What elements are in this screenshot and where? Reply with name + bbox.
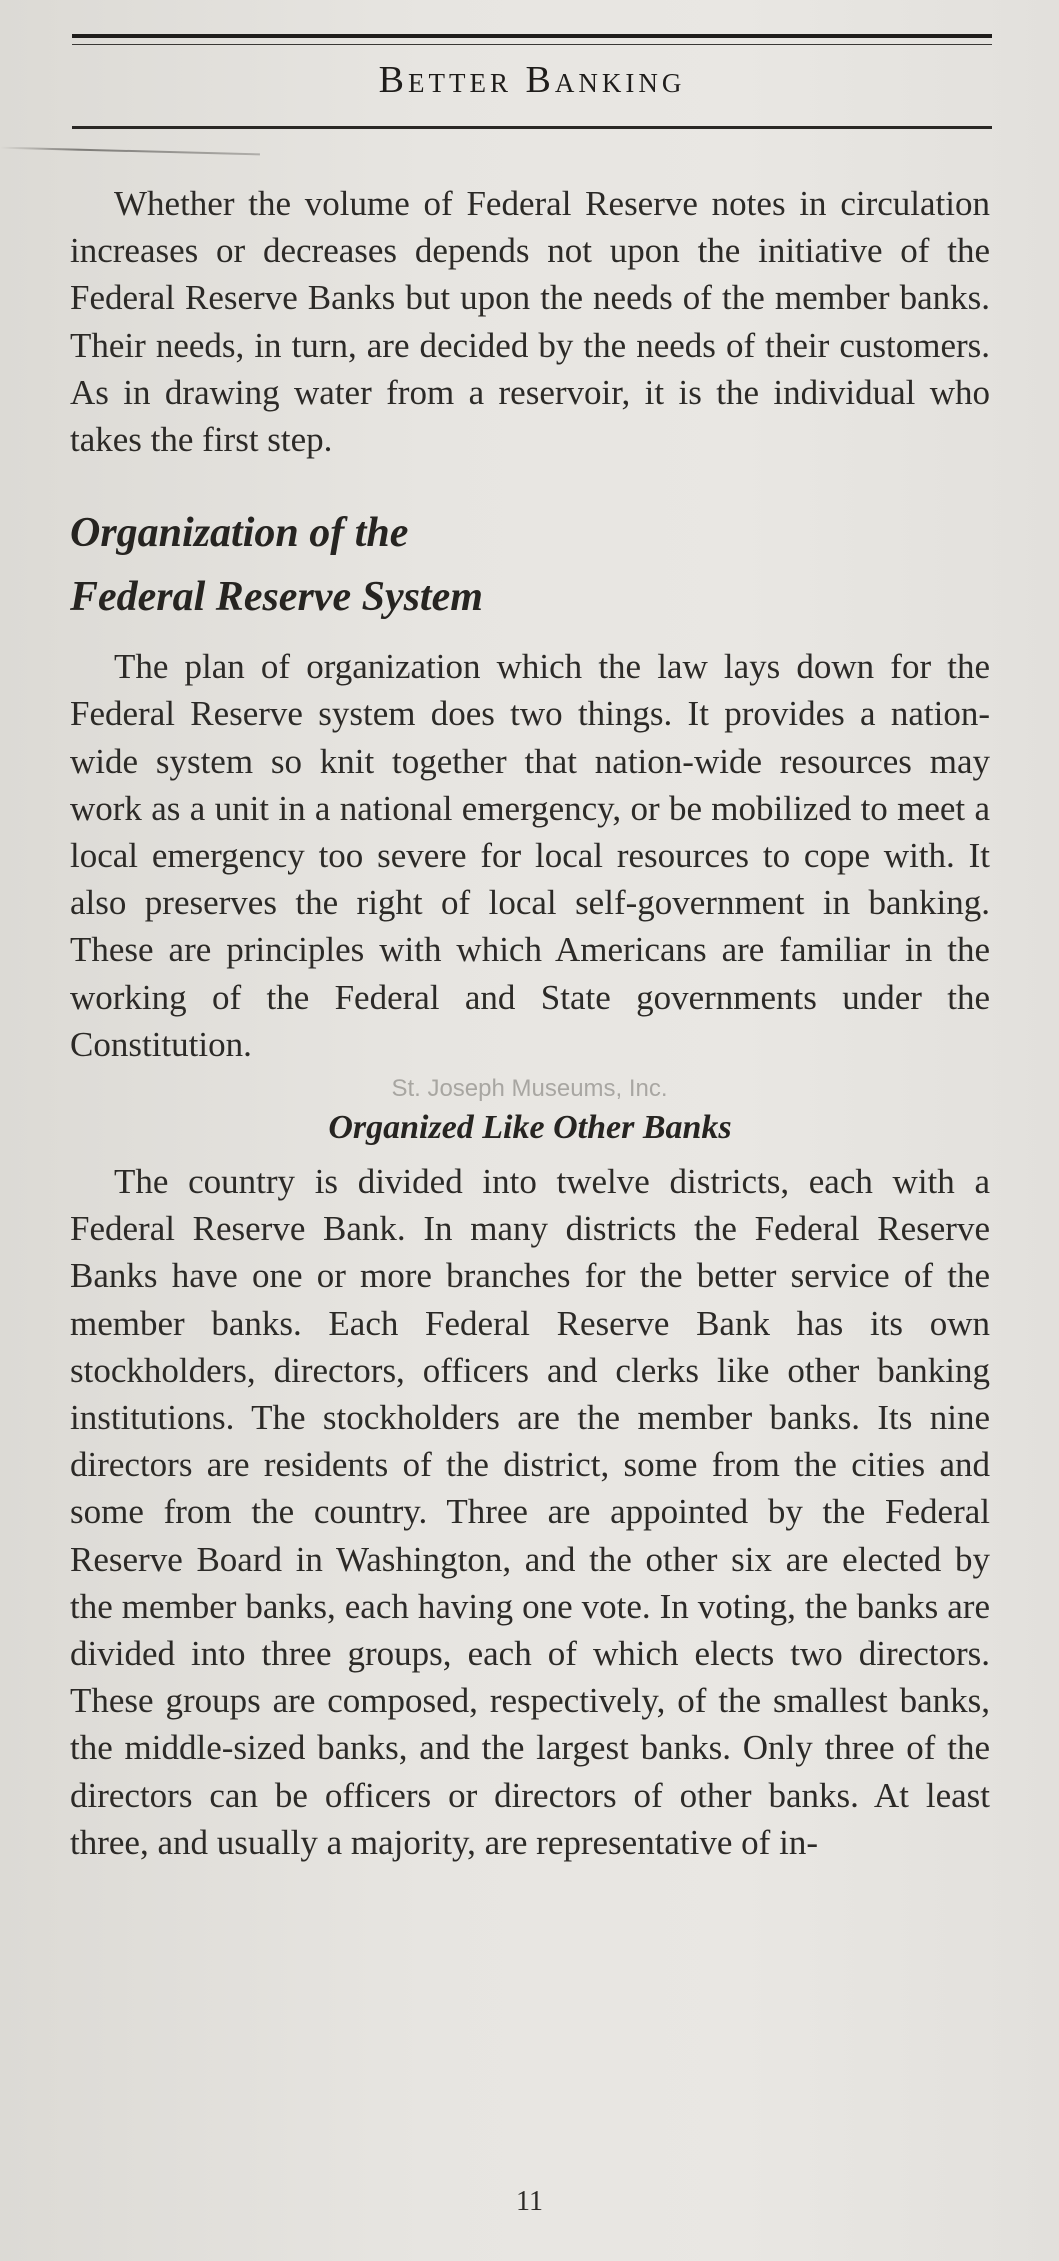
page-number: 11 — [516, 2186, 543, 2217]
paragraph-organized-like-banks: The country is divided into twelve districts, each with a Federal Reserve Bank. In many districts the Federal Reserve Banks have one or more branches for the better service of the member banks. Each Federal Reserve Bank has its own stockholders, directors, officers and clerks like other banking institutions. The stockholders are the member banks. Its nine directors are residents of the district, some from the cities and some from the country. Three are appointed by the Federal Reserve Board in Washington, and the other six are elected by the member banks, each having one vote. In voting, the banks are divided into three groups, each of which elects two directors. These groups are composed, respectively, of the smallest banks, the middle-sized banks, and the largest banks. Only three of the directors can be officers or directors of other banks. At least three, and usually a majority, are representative of in- — [70, 1162, 990, 1862]
section-heading — [70, 501, 990, 629]
section-heading-line2: Federal Reserve System — [70, 574, 483, 621]
paragraph-intro: Whether the volume of Federal Reserve notes in circulation increases or decreases depends not upon the initiative of the Federal Reserve Banks but upon the needs of the member banks. Their needs, in turn, are decided by the needs of their customers. As in drawing water from a reservoir, it is the individual who takes the first step. — [70, 184, 990, 460]
museum-watermark: St. Joseph Museums, Inc. — [391, 1075, 668, 1102]
page-tear-mark — [0, 147, 260, 156]
header-rule-thick — [72, 34, 992, 38]
subsection-heading: Organized Like Other Banks — [328, 1109, 732, 1147]
header-rule-thin — [72, 44, 992, 45]
running-head-title: Better Banking — [378, 59, 686, 101]
paragraph-organization: The plan of organization which the law lays down for the Federal Reserve system does two things. It provides a nation-wide system so knit together that nation-wide resources may work as a unit in a national emergency, or be mobilized to meet a local emergency too severe for local resources to cope with. It also preserves the right of local self-government in banking. These are principles with which Americans are familiar in the working of the Federal and State governments under the Constitution. — [70, 647, 990, 1064]
section-heading-line1: Organization of the — [70, 510, 409, 557]
header-rule-bottom — [72, 126, 992, 129]
page-content — [70, 180, 990, 1866]
